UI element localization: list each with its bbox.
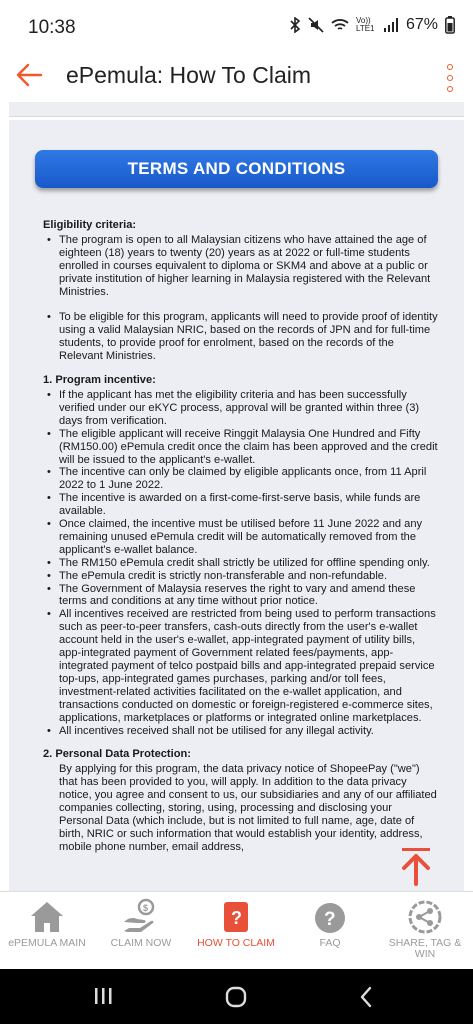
nav-item-main[interactable]: [7, 898, 87, 949]
list-item: • The eligible applicant will receive Ringgit Malaysia One Hundred and Fifty (RM150.00) ePemula credit once the claim has been approved and the credit will be issued to the applicant's e-wallet.: [43, 428, 438, 467]
privacy-heading: 2. Personal Data Protection:: [43, 748, 191, 761]
terms-panel: [9, 120, 464, 891]
nav-item-how-to-claim[interactable]: [196, 898, 276, 949]
list-item: • The RM150 ePemula credit shall strictly be utilized for offline spending only.: [43, 557, 438, 570]
eligibility-list-2: [43, 311, 438, 363]
list-item: • Once claimed, the incentive must be utilised before 11 June 2022 and any remaining unused ePemula credit will be automatically removed from the applicant's e-wallet balance.: [43, 518, 438, 557]
list-item: • All incentives received shall not be utilised for any illegal activity.: [43, 725, 438, 738]
svg-text:?: ?: [324, 909, 336, 930]
list-item: • The program is open to all Malaysian citizens who have attained the age of eighteen (18) years to twenty (20) years as at 2022 or full-time students enrolled in courses equivalent to diploma or SKM4 and above at a public or private institution of higher learning in Malaysia registered with the Relevant Ministries.: [43, 234, 438, 299]
home-icon: [29, 900, 65, 934]
list-item: • The ePemula credit is strictly non-transferable and non-refundable.: [43, 570, 438, 583]
nav-item-claim-now[interactable]: [101, 898, 181, 949]
share-icon: [408, 900, 442, 934]
back-button-icon[interactable]: [358, 985, 374, 1009]
app-bar: [0, 52, 473, 102]
nav-item-share-tag-win[interactable]: [385, 898, 465, 960]
recent-apps-icon[interactable]: [92, 985, 114, 1007]
previous-image-edge: [9, 102, 464, 117]
list-item: • The incentive can only be claimed by eligible applicants once, from 11 April 2022 to 1 June 2022.: [43, 466, 438, 492]
eligibility-list: [43, 234, 438, 299]
status-bar: [0, 0, 473, 52]
terms-text: [43, 219, 438, 854]
nav-label: FAQ: [319, 937, 341, 949]
incentive-list: [43, 389, 438, 737]
bottom-navigation: [0, 891, 473, 970]
more-options-icon[interactable]: [447, 64, 455, 92]
nav-item-faq[interactable]: [290, 898, 370, 949]
content-area[interactable]: [0, 102, 473, 891]
wifi-icon: [331, 17, 349, 33]
back-arrow-icon[interactable]: [14, 60, 44, 90]
hand-coin-icon: [122, 898, 160, 934]
home-button-icon[interactable]: [224, 985, 248, 1009]
page-title: ePemula: How To Claim: [66, 62, 312, 88]
incentive-heading: 1. Program incentive:: [43, 374, 156, 387]
battery-percent: 67%: [405, 16, 438, 33]
list-item: • To be eligible for this program, applicants will need to provide proof of identity using a valid Malaysian NRIC, based on the records of JPN and for full-time students, to provide proof for enrolment, based on the records of the Relevant Ministries.: [43, 311, 438, 363]
signal-icon: [383, 18, 399, 32]
status-icons: [289, 16, 455, 34]
help-book-icon: [222, 900, 250, 934]
network-label: Vo)) LTE1: [355, 16, 375, 33]
system-navigation-bar: [0, 969, 473, 1024]
bluetooth-icon: [289, 17, 301, 33]
list-item: • The incentive is awarded on a first-come-first-serve basis, while funds are available.: [43, 492, 438, 518]
nav-label: SHARE, TAG & WIN: [388, 937, 462, 960]
scroll-to-top-arrow-icon[interactable]: [399, 846, 433, 886]
svg-text:$: $: [143, 903, 149, 913]
svg-text:?: ?: [231, 908, 242, 928]
privacy-text: By applying for this program, the data privacy notice of ShopeePay ("we") that has been provided to you, will apply. In addition to the data privacy notice, you agree and consent to us, our subsidiaries and any of our affiliated companies collecting, storing, using, processing and disclosing your Personal Data (which include, but is not limited to full name, age, date of birth, NRIC or such information that would establish your identity, address, mobile phone number, email address,: [59, 763, 437, 853]
terms-banner: TERMS AND CONDITIONS: [35, 150, 438, 188]
list-item: • If the applicant has met the eligibility criteria and has been successfully verified under our eKYC process, approval will be granted within three (3) days from verification.: [43, 389, 438, 428]
status-time: 10:38: [28, 17, 76, 38]
nav-label: HOW TO CLAIM: [197, 937, 275, 949]
battery-icon: [445, 16, 455, 34]
question-icon: [314, 902, 346, 934]
list-item: • All incentives received are restricted from being used to perform transactions such as peer-to-peer transfers, cash-outs directly from the user's e-wallet account held in the user's e-wallet, app-integrated payment of utility bills, app-integrated payment of Government related fees/payments, app-integrated payment of telco postpaid bills and app-integrated prepaid service top-ups, app-integrated games purchases, parking and/or toll fees, investment-related activities facilitated on the e-wallet application, and transactions conducted on domestic or foreign-registered e-commerce sites, applications, marketplaces or platforms or integrated online marketplaces.: [43, 608, 438, 724]
nav-label: CLAIM NOW: [110, 937, 172, 949]
mute-icon: [308, 17, 324, 33]
nav-label: ePEMULA MAIN: [8, 937, 86, 949]
eligibility-heading: Eligibility criteria:: [43, 219, 137, 231]
list-item: • The Government of Malaysia reserves the right to vary and amend these terms and conditions at any time without prior notice.: [43, 583, 438, 609]
